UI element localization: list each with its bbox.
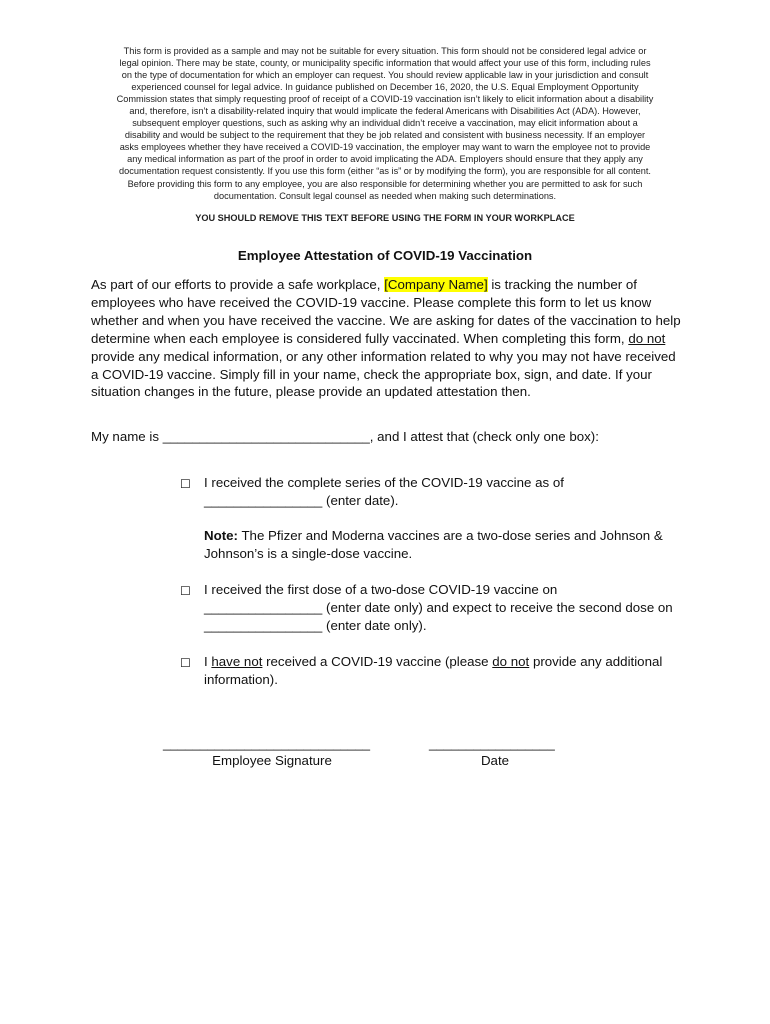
date-line[interactable]: _________________ xyxy=(429,736,555,751)
checkbox-not-vaccinated[interactable]: ☐ xyxy=(180,656,191,670)
name-suffix: , and I attest that (check only one box): xyxy=(369,429,599,444)
date-label: Date xyxy=(480,753,510,768)
option-prefix: I xyxy=(204,654,212,669)
disclaimer-line: asks employees whether they have received a COVID-19 vaccination, the employer may want to warn the employee not to provide xyxy=(119,142,651,153)
intro-paragraph xyxy=(91,276,681,401)
option-text xyxy=(204,581,674,635)
checkbox-complete-series[interactable]: ☐ xyxy=(180,477,191,491)
signature-label: Employee Signature xyxy=(212,753,332,768)
remove-notice: YOU SHOULD REMOVE THIS TEXT BEFORE USING THE FORM IN YOUR WORKPLACE xyxy=(195,213,575,223)
have-not-emphasis: have not xyxy=(211,654,263,669)
disclaimer-line: and, therefore, isn’t a disability-related inquiry that would implicate the federal Americans with Disabilities Act (ADA). However, xyxy=(129,106,641,117)
disclaimer-line: subsequent employer questions, such as asking why an individual didn’t receive a vaccination, may elicit information about a xyxy=(132,118,638,129)
disclaimer-line: disability and would be subject to the requirement that they be job related and consistent with business necessity. If an employer xyxy=(124,130,646,141)
option-text xyxy=(204,653,674,689)
option-middle: received a COVID-19 vaccine (please xyxy=(262,654,493,669)
disclaimer-line: Commission states that simply requesting proof of receipt of a COVID-19 vaccination isn’t likely to elicit information about a disability xyxy=(116,94,654,105)
option-line xyxy=(204,492,674,510)
second-dose-date-field[interactable]: ________________ xyxy=(204,618,323,633)
disclaimer-line: any medical information as part of the proof in order to avoid implicating the ADA. Employers should ensure that they apply any xyxy=(127,154,643,165)
disclaimer-line: documentation request consistently. If you use this form (either “as is” or by modifying the form), you are responsible for all content. xyxy=(119,166,651,177)
disclaimer-line: experienced counsel for legal advice. In guidance published on December 16, 2020, the U.S. Equal Employment Opportunity xyxy=(131,82,639,93)
checkbox-first-dose[interactable]: ☐ xyxy=(180,584,191,598)
date-field[interactable]: ________________ xyxy=(204,493,323,508)
name-attestation xyxy=(91,428,691,446)
note-paragraph xyxy=(204,527,674,563)
option-suffix: (enter date). xyxy=(322,493,399,508)
name-field[interactable]: ____________________________ xyxy=(162,429,370,444)
first-dose-date-field[interactable]: ________________ xyxy=(204,600,323,615)
option-end: (enter date only). xyxy=(322,618,427,633)
do-not-emphasis: do not xyxy=(628,330,666,346)
option-line: I received the complete series of the COVID-19 vaccine as of xyxy=(204,475,564,490)
option-line xyxy=(204,599,674,635)
option-text xyxy=(204,474,674,510)
signature-line[interactable]: ____________________________ xyxy=(163,736,371,751)
name-prefix: My name is xyxy=(91,429,163,444)
option-end: provide any additional information). xyxy=(204,654,663,687)
legal-disclaimer xyxy=(86,45,684,202)
option-line: I received the first dose of a two-dose COVID-19 vaccine on xyxy=(204,582,558,597)
option-mid: (enter date only) and expect to receive the second dose on xyxy=(322,600,673,615)
form-title: Employee Attestation of COVID-19 Vaccination xyxy=(237,248,533,263)
note-text: The Pfizer and Moderna vaccines are a two-dose series and Johnson & Johnson’s is a single-dose vaccine. xyxy=(204,528,663,561)
disclaimer-line: legal opinion. There may be state, county, or municipality specific information that would affect your use of this form, including rules xyxy=(119,58,651,69)
note-label: Note: xyxy=(204,528,238,543)
disclaimer-line: on the type of documentation for which an employer can request. You should review applicable law in your jurisdiction and consult xyxy=(121,70,649,81)
intro-text: is tracking the number of employees who have received the COVID-19 vaccine. Please complete this form to let us know whether and when you have received the vaccine. We are asking for dates of the vaccination to help determine when each employee is considered fully vaccinated. When completing this form, xyxy=(91,277,681,346)
disclaimer-line: This form is provided as a sample and may not be suitable for every situation. This form should not be considered legal advice or xyxy=(123,46,647,56)
intro-text: As part of our efforts to provide a safe workplace, xyxy=(91,277,385,292)
do-not-emphasis: do not xyxy=(492,654,530,669)
company-name-placeholder: [Company Name] xyxy=(384,277,488,292)
intro-text: provide any medical information, or any other information related to why you may not have received a COVID-19 vaccine. Simply fill in your name, check the appropriate box, sign, and date. If your situation changes in the future, please provide an updated attestation then. xyxy=(91,348,676,400)
disclaimer-line: Before providing this form to any employee, you are also responsible for determining whether you are permitted to ask for such xyxy=(127,178,643,189)
disclaimer-line: documentation. Consult legal counsel as needed when making such determinations. xyxy=(213,190,557,201)
